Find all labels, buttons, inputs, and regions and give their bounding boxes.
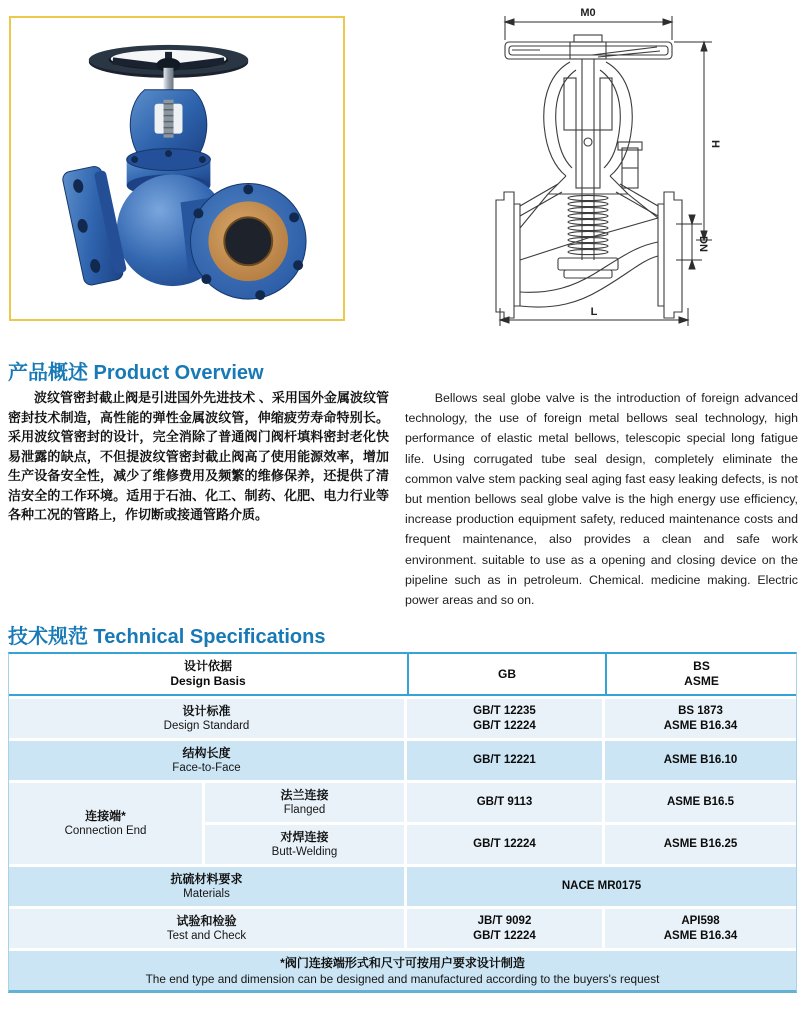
cell-face-to-face-bs bbox=[605, 738, 796, 780]
dim-dn-label: DN bbox=[697, 236, 709, 252]
materials-value: NACE MR0175 bbox=[561, 880, 642, 892]
valve-drawing-svg bbox=[452, 2, 802, 340]
header-bs-label: BS bbox=[693, 659, 710, 673]
row-test-and-check bbox=[9, 906, 796, 948]
cell-flanged-label bbox=[205, 780, 407, 822]
row-materials bbox=[9, 864, 796, 906]
cell-design-standard-gb bbox=[407, 696, 605, 738]
butt-welding-bs: ASME B16.25 bbox=[663, 838, 738, 850]
row-footnote bbox=[9, 948, 796, 990]
header-design-basis bbox=[9, 654, 407, 696]
row-connection-flanged bbox=[9, 780, 796, 822]
cell-materials-label bbox=[9, 864, 407, 906]
flanged-gb: GB/T 9113 bbox=[476, 796, 533, 808]
design-standard-en: Design Standard bbox=[163, 719, 250, 732]
test-check-gb-2: GB/T 12224 bbox=[473, 929, 536, 942]
face-to-face-cn: 结构长度 bbox=[182, 745, 231, 760]
connection-end-en: Connection End bbox=[64, 824, 147, 837]
dim-m0-label: M0 bbox=[580, 7, 596, 19]
footnote-cn: *阀门连接端形式和尺寸可按用户要求设计制造 bbox=[280, 955, 525, 970]
cell-design-standard-bs bbox=[605, 696, 796, 738]
cell-connection-end-label bbox=[9, 780, 205, 864]
test-check-cn: 试验和检验 bbox=[176, 913, 237, 928]
face-to-face-en: Face-to-Face bbox=[172, 761, 241, 774]
header-bs-asme bbox=[605, 654, 796, 696]
cell-test-check-gb bbox=[407, 906, 605, 948]
right-flange bbox=[180, 183, 306, 300]
dim-h-label: H bbox=[709, 140, 721, 148]
table-header-row bbox=[9, 654, 796, 696]
valve-photo bbox=[11, 18, 343, 319]
valve-photo-frame bbox=[9, 16, 345, 321]
cell-materials-value bbox=[407, 864, 796, 906]
butt-welding-en: Butt-Welding bbox=[271, 845, 338, 858]
connection-end-cn: 连接端* bbox=[85, 808, 126, 823]
cell-face-to-face-gb bbox=[407, 738, 605, 780]
materials-en: Materials bbox=[183, 887, 230, 900]
butt-welding-gb: GB/T 12224 bbox=[473, 838, 536, 850]
flanged-cn: 法兰连接 bbox=[280, 787, 329, 802]
flanged-en: Flanged bbox=[283, 803, 326, 816]
cell-butt-welding-label bbox=[205, 822, 407, 864]
face-to-face-bs: ASME B16.10 bbox=[663, 754, 738, 766]
cell-butt-welding-bs bbox=[605, 822, 796, 864]
cell-footnote bbox=[9, 948, 796, 990]
header-gb bbox=[407, 654, 605, 696]
footnote-en: The end type and dimension can be designed and manufactured according to the buyers's request bbox=[145, 971, 660, 986]
header-design-basis-en: Design Basis bbox=[170, 674, 246, 688]
cell-flanged-gb bbox=[407, 780, 605, 822]
design-standard-bs-2: ASME B16.34 bbox=[663, 719, 738, 732]
specifications-table-wrapper bbox=[8, 652, 797, 993]
test-check-bs-1: API598 bbox=[681, 914, 720, 927]
design-standard-bs-1: BS 1873 bbox=[678, 704, 723, 717]
materials-cn: 抗硫材料要求 bbox=[170, 871, 243, 886]
cell-test-check-bs bbox=[605, 906, 796, 948]
row-face-to-face bbox=[9, 738, 796, 780]
header-gb-label: GB bbox=[498, 666, 516, 681]
test-check-en: Test and Check bbox=[166, 929, 247, 942]
cell-face-to-face-label bbox=[9, 738, 407, 780]
header-asme-label: ASME bbox=[684, 674, 719, 688]
header-design-basis-cn: 设计依据 bbox=[183, 659, 232, 673]
specifications-table bbox=[9, 654, 796, 990]
design-standard-gb-2: GB/T 12224 bbox=[473, 719, 536, 732]
cell-design-standard-label bbox=[9, 696, 407, 738]
test-check-gb-1: JB/T 9092 bbox=[477, 914, 532, 927]
cell-butt-welding-gb bbox=[407, 822, 605, 864]
cell-flanged-bs bbox=[605, 780, 796, 822]
valve-section-drawing bbox=[452, 2, 802, 340]
overview-heading: 产品概述 Product Overview bbox=[8, 362, 264, 384]
dim-l-label: L bbox=[590, 306, 598, 318]
design-standard-cn: 设计标准 bbox=[182, 703, 231, 718]
overview-section bbox=[8, 388, 798, 610]
overview-paragraph-english: Bellows seal globe valve is the introduction of foreign advanced technology, the use of foreign metal bellows seal technology, high performance of elastic metal bellows, telescopic special long fatigue life. Using corrugated tube seal design, completely eliminate the common valve stem packing seal aging fast easy leaking defects, is not but mention bellows seal globe valve is the high energy use efficiency, increase production equipment safety, reduced maintenance costs and frequent maintenance, also provides a clean and safe work environment. suitable to use as a opening and closing device on the pipeline such as in petroleum. Chemical. medicine making. Electric power areas and so on. bbox=[405, 391, 798, 608]
flanged-bs: ASME B16.5 bbox=[666, 796, 735, 808]
cell-test-check-label bbox=[9, 906, 407, 948]
overview-paragraph-chinese: 波纹管密封截止阀是引进国外先进技术 、采用国外金属波纹管密封技术制造，高性能的弹性金属波纹管，伸缩疲劳寿命特别长。采用波纹管密封的设计，完全消除了普通阀门阀杆填料密封老化快易泄露的缺点，不但提波纹管密封截止阀高了使用能源效率，增加生产设备安全性，减少了维修费用及频繁的维修保养，还提供了清洁安全的工作环境。适用于石油、化工、制药、化肥、电力行业等各种工况的管路上，作切断或接通管路介质。 bbox=[8, 390, 389, 522]
face-to-face-gb: GB/T 12221 bbox=[473, 754, 536, 766]
design-standard-gb-1: GB/T 12235 bbox=[473, 704, 536, 717]
row-design-standard bbox=[9, 696, 796, 738]
specifications-heading: 技术规范 Technical Specifications bbox=[8, 626, 326, 648]
test-check-bs-2: ASME B16.34 bbox=[663, 929, 738, 942]
butt-welding-cn: 对焊连接 bbox=[280, 829, 329, 844]
